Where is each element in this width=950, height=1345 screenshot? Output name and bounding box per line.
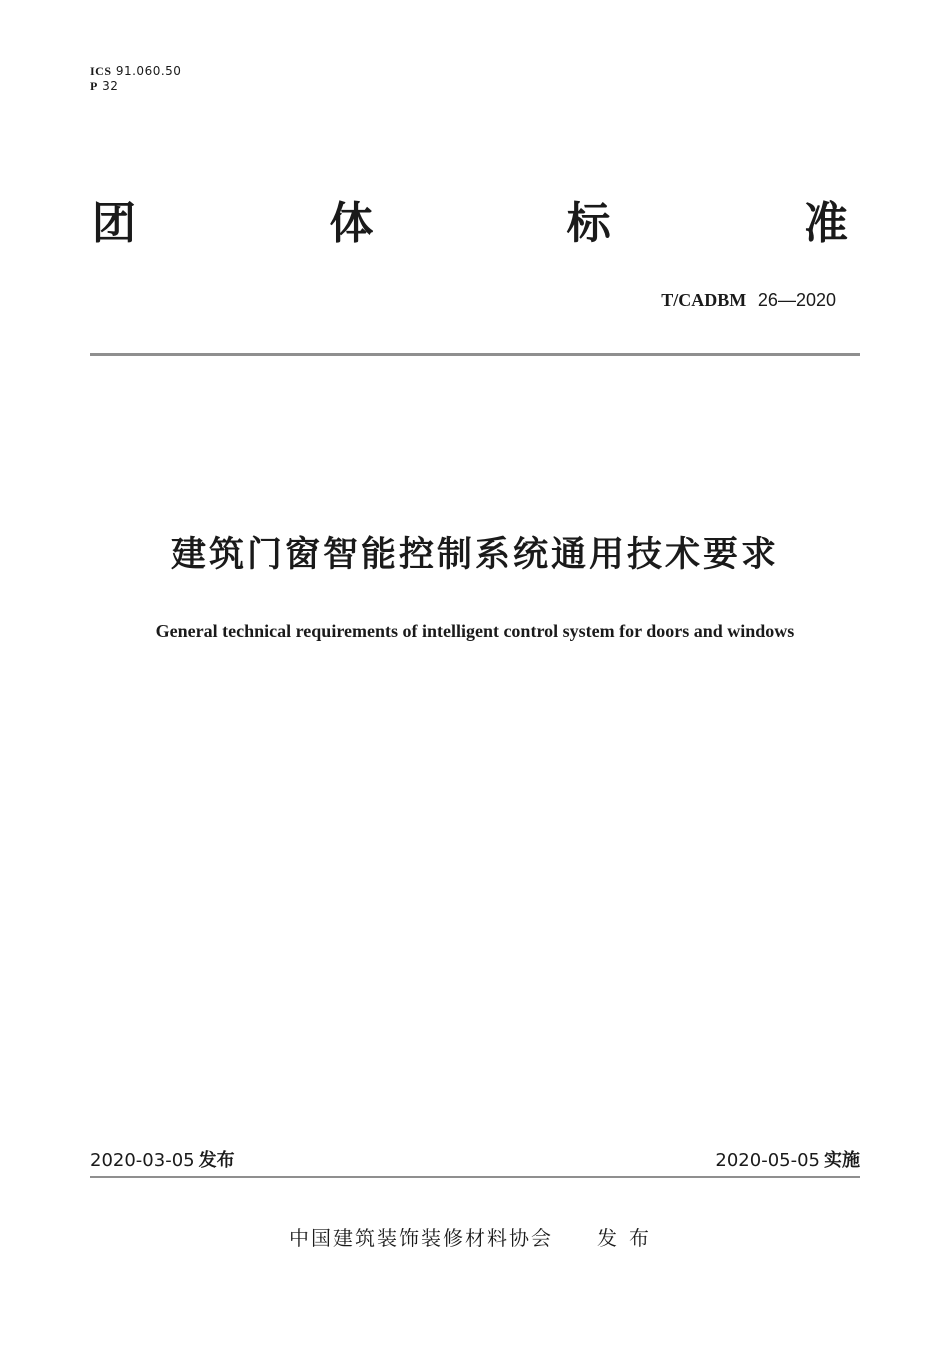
title-chinese: 建筑门窗智能控制系统通用技术要求: [170, 535, 779, 575]
effective-label: 实施: [824, 1150, 860, 1171]
class-label: P: [90, 79, 98, 93]
ics-code: 91.060.50: [115, 64, 182, 78]
classification-codes: [90, 64, 181, 94]
standard-type-char: 标: [566, 198, 611, 249]
standard-type-char: 体: [329, 198, 374, 249]
release-date: 2020-03-05: [90, 1150, 195, 1171]
standard-type-char: 准: [803, 198, 848, 249]
top-divider: [90, 353, 860, 356]
ics-label: ICS: [90, 64, 112, 78]
standard-type-heading: [92, 196, 848, 252]
bottom-divider: [90, 1176, 860, 1178]
standard-type-char: 团: [92, 198, 136, 249]
effective-date-line: [715, 1149, 860, 1173]
publisher-line: [0, 1224, 950, 1252]
ics-line: [90, 64, 181, 79]
effective-date: 2020-05-05: [715, 1150, 820, 1171]
standard-number-value: 26—2020: [757, 290, 836, 310]
publisher-name: 中国建筑装饰装修材料协会: [289, 1226, 553, 1250]
class-line: [90, 79, 181, 94]
release-label: 发布: [198, 1150, 235, 1171]
standard-number-prefix: T/CADBM: [661, 290, 747, 310]
release-date-line: [90, 1149, 235, 1173]
publisher-action: 发布: [597, 1226, 661, 1250]
title-english: General technical requirements of intelligent control system for doors and windows: [155, 621, 795, 641]
standard-number: [661, 288, 836, 313]
class-code: 32: [102, 79, 119, 93]
